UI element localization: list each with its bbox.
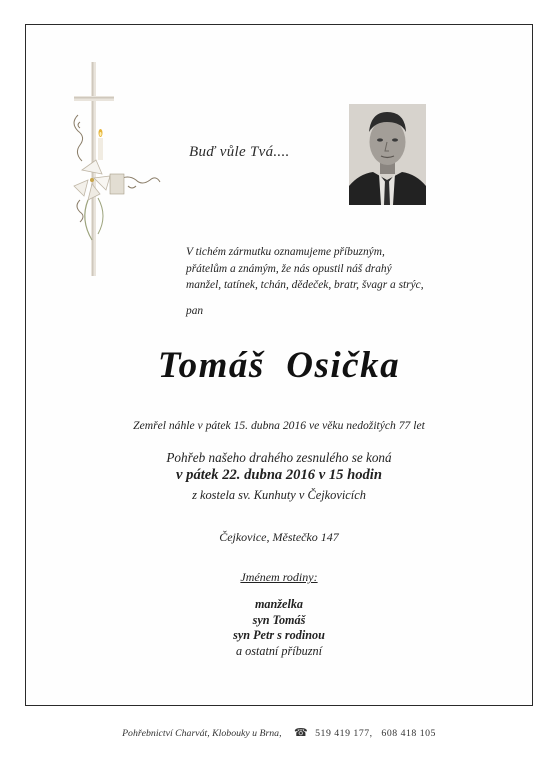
phone-numbers: 519 419 177, 608 418 105	[315, 728, 436, 739]
funeral-home-name: Pohřebnictví Charvát, Klobouky u Brna,	[122, 728, 282, 739]
title-word: pan	[186, 305, 204, 317]
motto-text: Buď vůle Tvá....	[189, 144, 290, 160]
deceased-name: Tomáš Osička	[157, 345, 401, 386]
phone-icon: ☎	[293, 727, 308, 739]
family-address: Čejkovice, Městečko 147	[219, 530, 339, 544]
intro-line: přátelům a známým, že nás opustil náš drahý	[186, 262, 392, 275]
portrait-photo	[349, 104, 426, 205]
mourner-item: manželka	[254, 597, 304, 611]
cross-lily-decoration	[58, 60, 168, 280]
mourner-item: syn Petr s rodinou	[233, 628, 325, 642]
on-behalf-label: Jménem rodiny:	[240, 570, 318, 584]
intro-paragraph	[186, 244, 486, 294]
mourner-item: a ostatní příbuzní	[235, 644, 322, 658]
funeral-date-time: v pátek 22. dubna 2016 v 15 hodin	[176, 467, 382, 483]
funeral-line-1: Pohřeb našeho drahého zesnulého se koná	[166, 450, 392, 465]
funeral-location: z kostela sv. Kunhuty v Čejkovicích	[192, 488, 366, 502]
death-note: Zemřel náhle v pátek 15. dubna 2016 ve věku nedožitých 77 let	[133, 419, 425, 432]
footer	[0, 726, 558, 739]
candle-icon	[98, 129, 103, 160]
lily-flower-icon	[74, 160, 124, 240]
intro-line: V tichém zármutku oznamujeme příbuzným,	[186, 246, 385, 258]
mourner-item: syn Tomáš	[252, 613, 306, 627]
intro-line: manžel, tatínek, tchán, dědeček, bratr, švagr a strýc,	[186, 279, 424, 291]
